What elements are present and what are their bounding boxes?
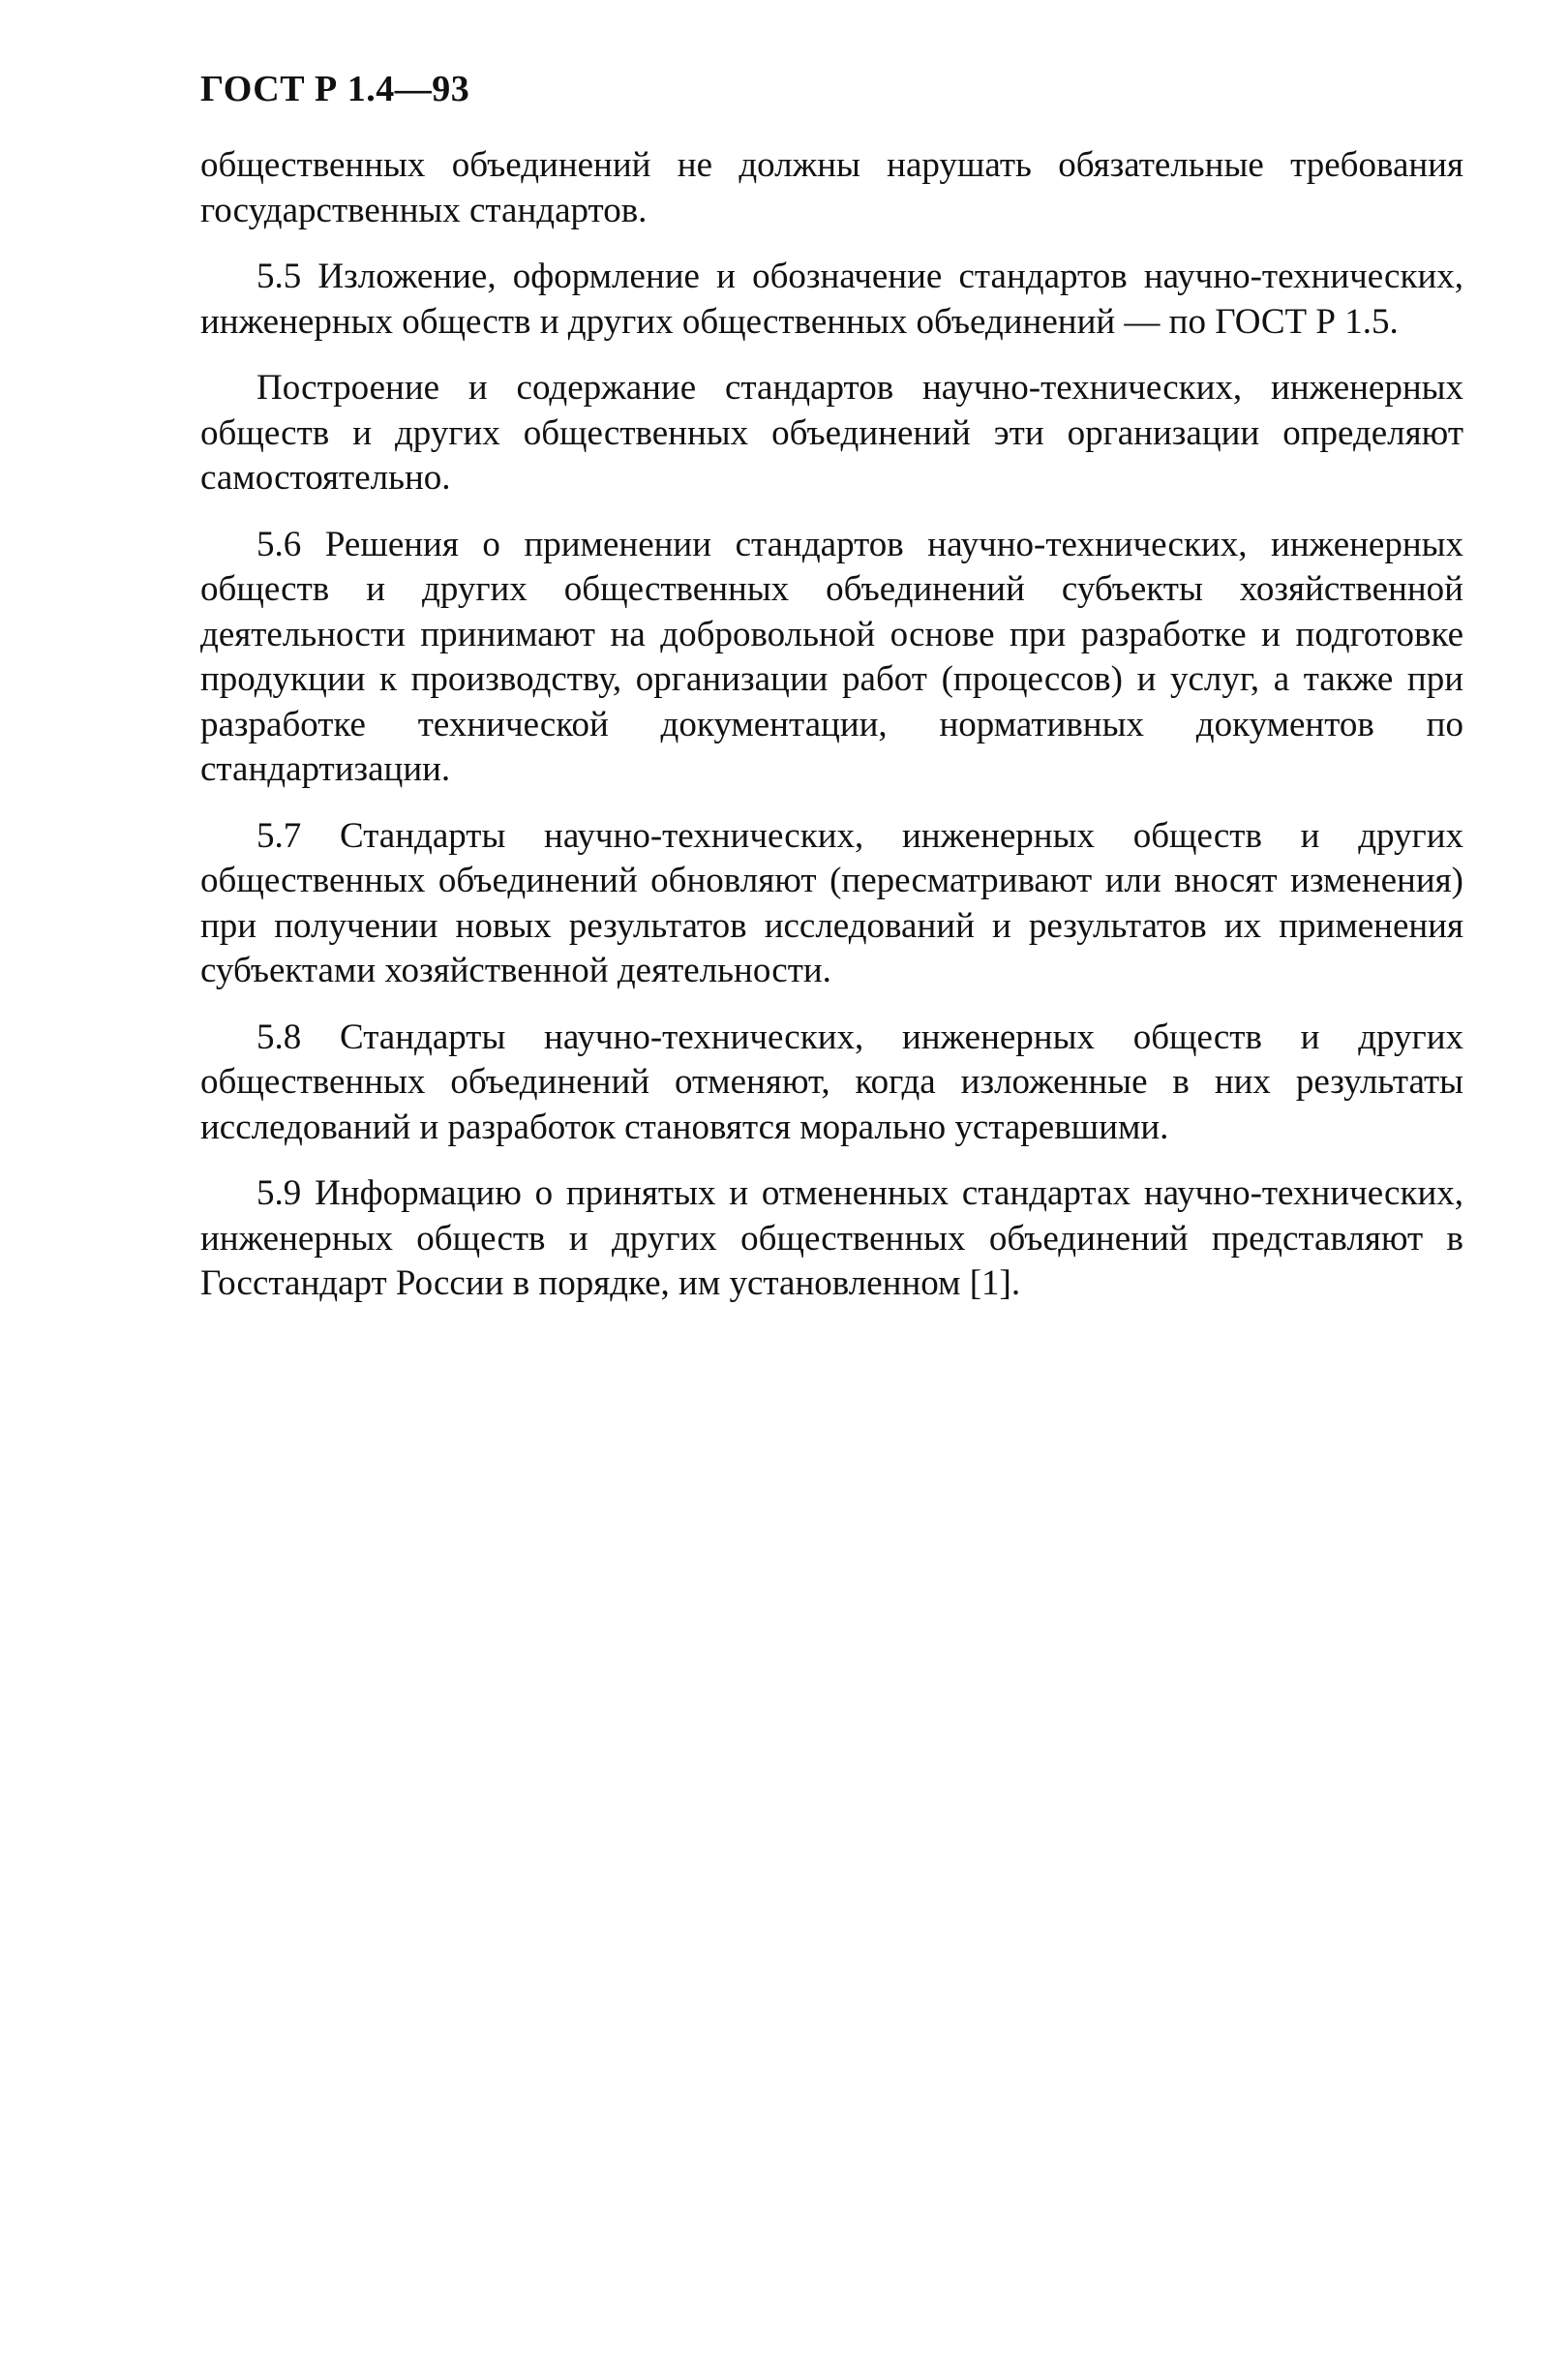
paragraph-5-6 bbox=[200, 523, 1463, 793]
paragraph-text: Стандарты научно-технических, инженерных обществ и других общественных объединений отменяют, когда изложенные в них результаты исследований и разработок становятся морально устаревшими. bbox=[200, 1017, 1464, 1147]
document-header: ГОСТ Р 1.4—93 bbox=[200, 69, 470, 109]
paragraph-continuation bbox=[200, 143, 1463, 233]
paragraph-number: 5.6 bbox=[256, 524, 302, 564]
paragraph-number: 5.5 bbox=[256, 257, 302, 296]
paragraph-number: 5.8 bbox=[256, 1017, 302, 1057]
paragraph-text: Стандарты научно-технических, инженерных обществ и других общественных объединений обновляют (пересматривают или вносят изменения) при получении новых результатов исследований и результатов их применения субъектами хозяйственной деятельности. bbox=[200, 815, 1464, 990]
paragraph-text: Изложение, оформление и обозначение стандартов научно-технических, инженерных обществ и других общественных объединений — по ГОСТ Р 1.5. bbox=[200, 257, 1464, 342]
paragraph-5-5-continued bbox=[200, 366, 1463, 501]
paragraph-text: Решения о применении стандартов научно-технических, инженерных обществ и других общественных объединений субъекты хозяйственной деятельности принимают на добровольной основе при разработке и подготовке продукции к производству, организации работ (процессов) и услуг, а также при разработке технической документации, нормативных документов по стандартизации. bbox=[200, 524, 1464, 789]
paragraph-5-5 bbox=[200, 255, 1463, 345]
paragraph-number: 5.7 bbox=[256, 815, 302, 856]
paragraph-text: Информацию о принятых и отмененных стандартах научно-технических, инженерных обществ и других общественных объединений представляют в Госстандарт России в порядке, им установленном [1]. bbox=[200, 1173, 1463, 1303]
paragraph-5-8 bbox=[200, 1016, 1463, 1151]
paragraph-text: Построение и содержание стандартов научно-технических, инженерных обществ и других общественных объединений эти организации определяют самостоятельно. bbox=[200, 368, 1463, 498]
paragraph-text: общественных объединений не должны нарушать обязательные требования государственных стандартов. bbox=[200, 145, 1463, 230]
paragraph-number: 5.9 bbox=[256, 1173, 302, 1213]
paragraph-5-9 bbox=[200, 1171, 1463, 1307]
document-page bbox=[200, 68, 1463, 1328]
paragraph-5-7 bbox=[200, 814, 1463, 994]
